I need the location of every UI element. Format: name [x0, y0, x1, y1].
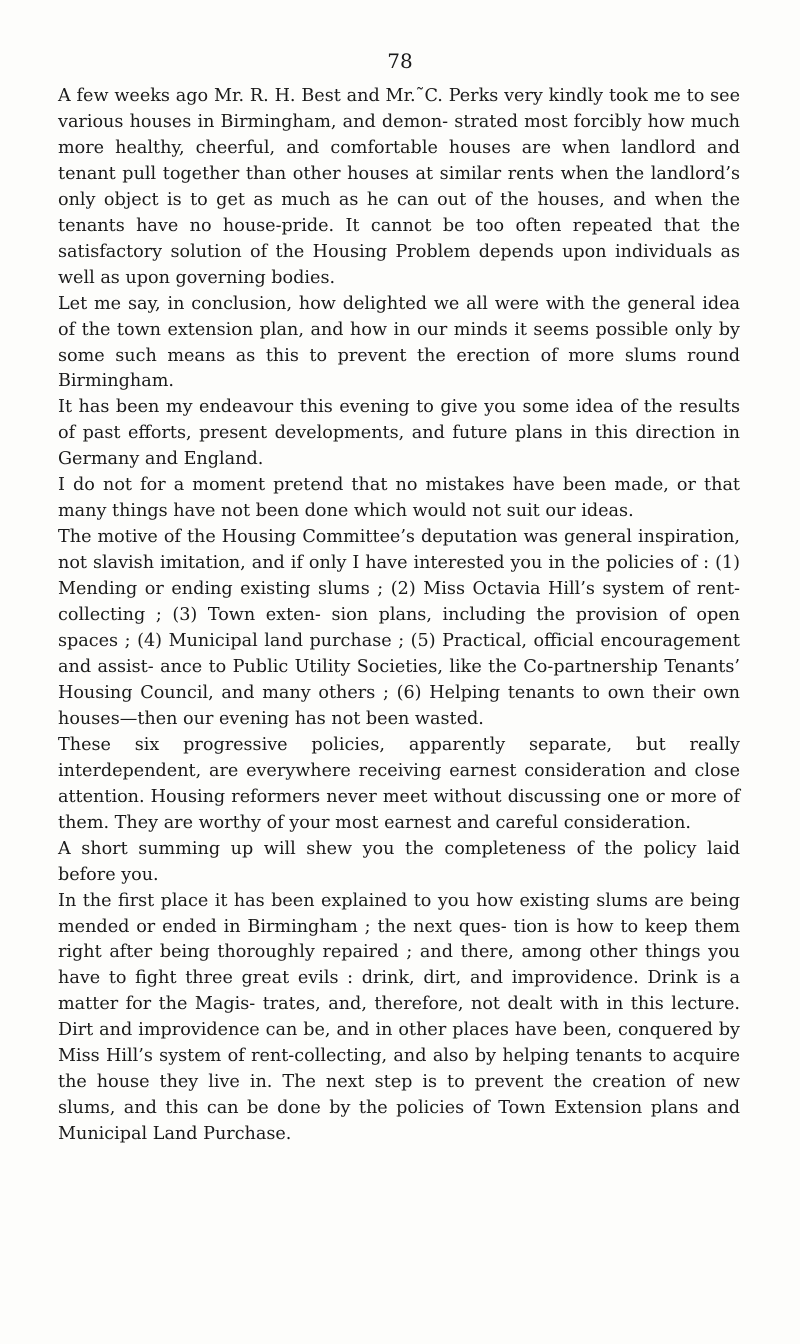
body-text	[58, 84, 740, 1148]
paragraph-six-policies: These six progressive policies, apparently separate, but really interdependent, are everywhere receiving earnest consideration and close attention. Housing reformers never meet without discussing one or more of them. They are worthy of your most earnest and careful consideration.	[58, 734, 740, 833]
paragraph-summing-up: A short summing up will shew you the completeness of the policy laid before you.	[58, 838, 740, 885]
paragraph-first-place: In the first place it has been explained to you how existing slums are being mended or ended in Birmingham ; the next ques- tion is how to keep them right after being thoroughly repaired ; and there, among other things you have to fight three great evils : drink, dirt, and improvidence. Drink is a matter for the Magis- trates, and, therefore, not dealt with in this lecture. Dirt and improvidence can be, and in other places have been, conquered by Miss Hill’s system of rent-collecting, and also by helping tenants to acquire the house they live in. The next step is to prevent the creation of new slums, and this can be done by the policies of Town Extension plans and Municipal Land Purchase.	[58, 890, 740, 1145]
paragraph-policies: The motive of the Housing Committee’s deputation was general inspiration, not slavish imitation, and if only I have interested you in the policies of : (1) Mending or ending existing slums ; (2) Miss Octavia Hill’s system of rent-collecting ; (3) Town exten- sion plans, including the provision of open spaces ; (4) Municipal land purchase ; (5) Practical, official encouragement and assist- ance to Public Utility Societies, like the Co-partnership Tenants’ Housing Council, and many others ; (6) Helping tenants to own their own houses—then our evening has not been wasted.	[58, 527, 740, 729]
paragraph-conclusion: Let me say, in conclusion, how delighted we all were with the general idea of the town extension plan, and how in our minds it seems possible only by some such means as this to prevent the erection of more slums round Birmingham.	[58, 293, 740, 392]
paragraph-endeavour: It has been my endeavour this evening to give you some idea of the results of past efforts, present developments, and future plans in this direction in Germany and England.	[58, 397, 740, 470]
paragraph-mistakes: I do not for a moment pretend that no mistakes have been made, or that many things have not been done which would not suit our ideas.	[58, 475, 740, 522]
page-number: 78	[387, 49, 413, 73]
paragraph-best-perks-visit: A few weeks ago Mr. R. H. Best and Mr.˜C. Perks very kindly took me to see various houses in Birmingham, and demon- strated most forcibly how much more healthy, cheerful, and comfortable houses are when landlord and tenant pull together than other houses at similar rents when the landlord’s only object is to get as much as he can out of the houses, and when the tenants have no house-pride. It cannot be too often repeated that the satisfactory solution of the Housing Problem depends upon individuals as well as upon governing bodies.	[58, 86, 740, 288]
